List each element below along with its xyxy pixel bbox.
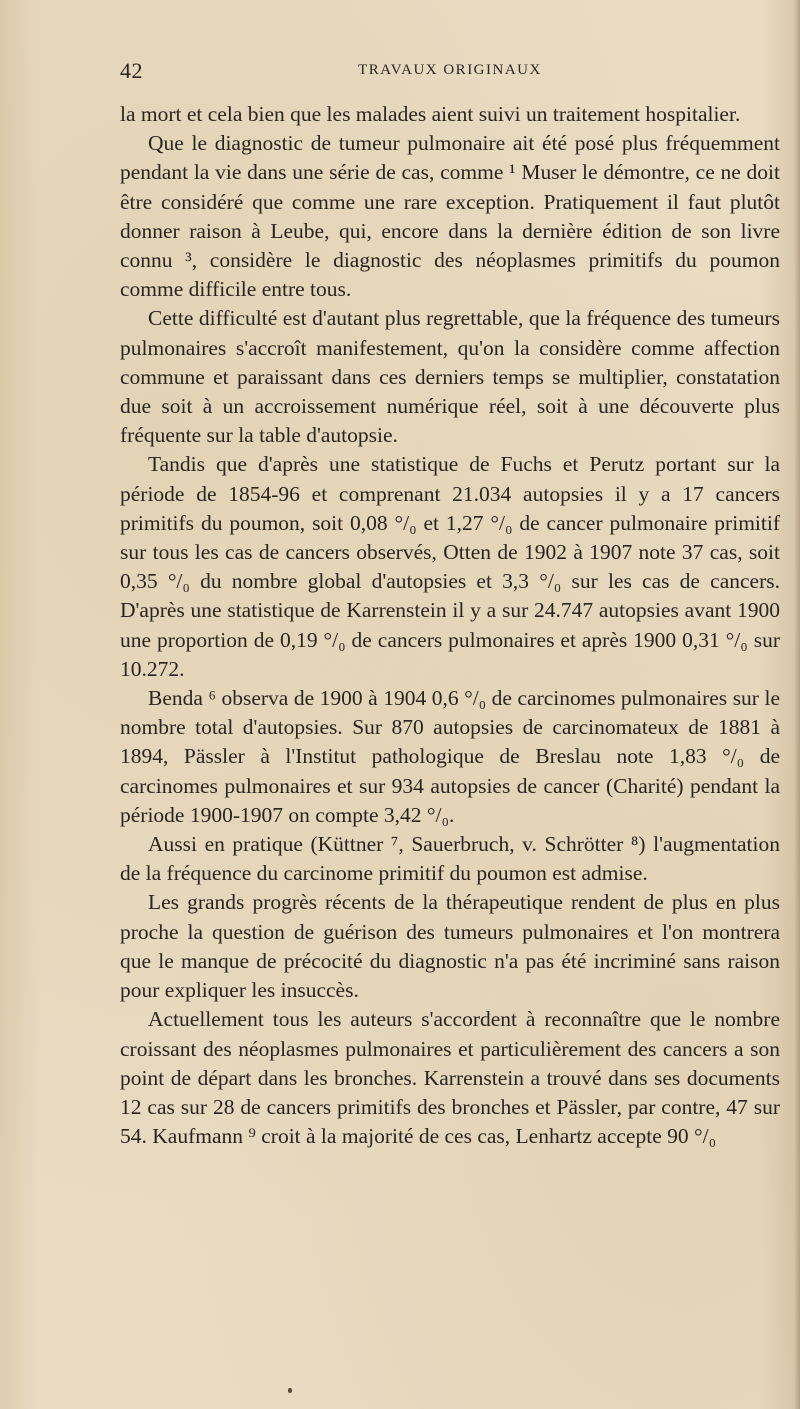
paragraph-difficulty: Cette difficulté est d'autant plus regrettable, que la fréquence des tumeurs pulmonaires s'accroît manifestement, qu'on la considère comme affection commune et paraissant dans ces derniers temps se multiplier, constatation due soit à un accroissement numérique réel, soit à une découverte plus fréquente sur la table d'autopsie. xyxy=(120,306,780,448)
ink-spot xyxy=(288,1388,292,1393)
paragraph-bronchi: Actuellement tous les auteurs s'accordent à reconnaître que le nombre croissant des néoplasmes pulmonaires et particulièrement des cancers a son point de départ dans les bronches. Karrenstein a trouvé dans ses documents 12 cas sur 28 de cancers primitifs des bronches et Pässler, par contre, 47 sur 54. Kaufmann ⁹ croit à la majorité de ces cas, Lenhartz accepte 90 °/₀ xyxy=(120,1007,780,1149)
page-edge-shadow xyxy=(794,0,800,1409)
paragraph-practice: Aussi en pratique (Küttner ⁷, Sauerbruch, v. Schrötter ⁸) l'augmentation de la fréquence du carcinome primitif du poumon est admise. xyxy=(120,832,780,886)
page-number: 42 xyxy=(120,58,143,83)
paragraph-statistics: Tandis que d'après une statistique de Fuchs et Perutz portant sur la période de 1854-96 et comprenant 21.034 autopsies il y a 17 cancers primitifs du poumon, soit 0,08 °/₀ et 1,27 °/₀ de cancer pulmonaire primitif sur tous les cas de cancers observés, Otten de 1902 à 1907 note 37 cas, soit 0,35 °/₀ du nombre global d'autopsies et 3,3 °/₀ sur les cas de cancers. D'après une statistique de Karrenstein il y a sur 24.747 autopsies avant 1900 une proportion de 0,19 °/₀ de cancers pulmonaires et après 1900 0,31 °/₀ sur 10.272. xyxy=(120,452,780,681)
page-header xyxy=(120,58,780,88)
paragraph-diagnostic: Que le diagnostic de tumeur pulmonaire ait été posé plus fréquemment pendant la vie dans une série de cas, comme ¹ Muser le démontre, ce ne doit être considéré que comme une rare exception. Pratiquement il faut plutôt donner raison à Leube, qui, encore dans la dernière édition de son livre connu ³, considère le diagnostic des néoplasmes primitifs du poumon comme difficile entre tous. xyxy=(120,131,780,302)
body-text xyxy=(120,100,780,1151)
paragraph-therapeutics: Les grands progrès récents de la thérapeutique rendent de plus en plus proche la question de guérison des tumeurs pulmonaires et l'on montrera que le manque de précocité du diagnostic n'a pas été incriminé sans raison pour expliquer les insuccès. xyxy=(120,890,780,1003)
paragraph-continuation: la mort et cela bien que les malades aient suivi un traitement hospitalier. xyxy=(120,102,741,126)
running-title: TRAVAUX ORIGINAUX xyxy=(358,62,542,78)
paragraph-benda: Benda ⁶ observa de 1900 à 1904 0,6 °/₀ de carcinomes pulmonaires sur le nombre total d'autopsies. Sur 870 autopsies de carcinomateux de 1881 à 1894, Pässler à l'Institut pathologique de Breslau note 1,83 °/₀ de carcinomes pulmonaires et sur 934 autopsies de cancer (Charité) pendant la période 1900-1907 on compte 3,42 °/₀. xyxy=(120,686,780,827)
